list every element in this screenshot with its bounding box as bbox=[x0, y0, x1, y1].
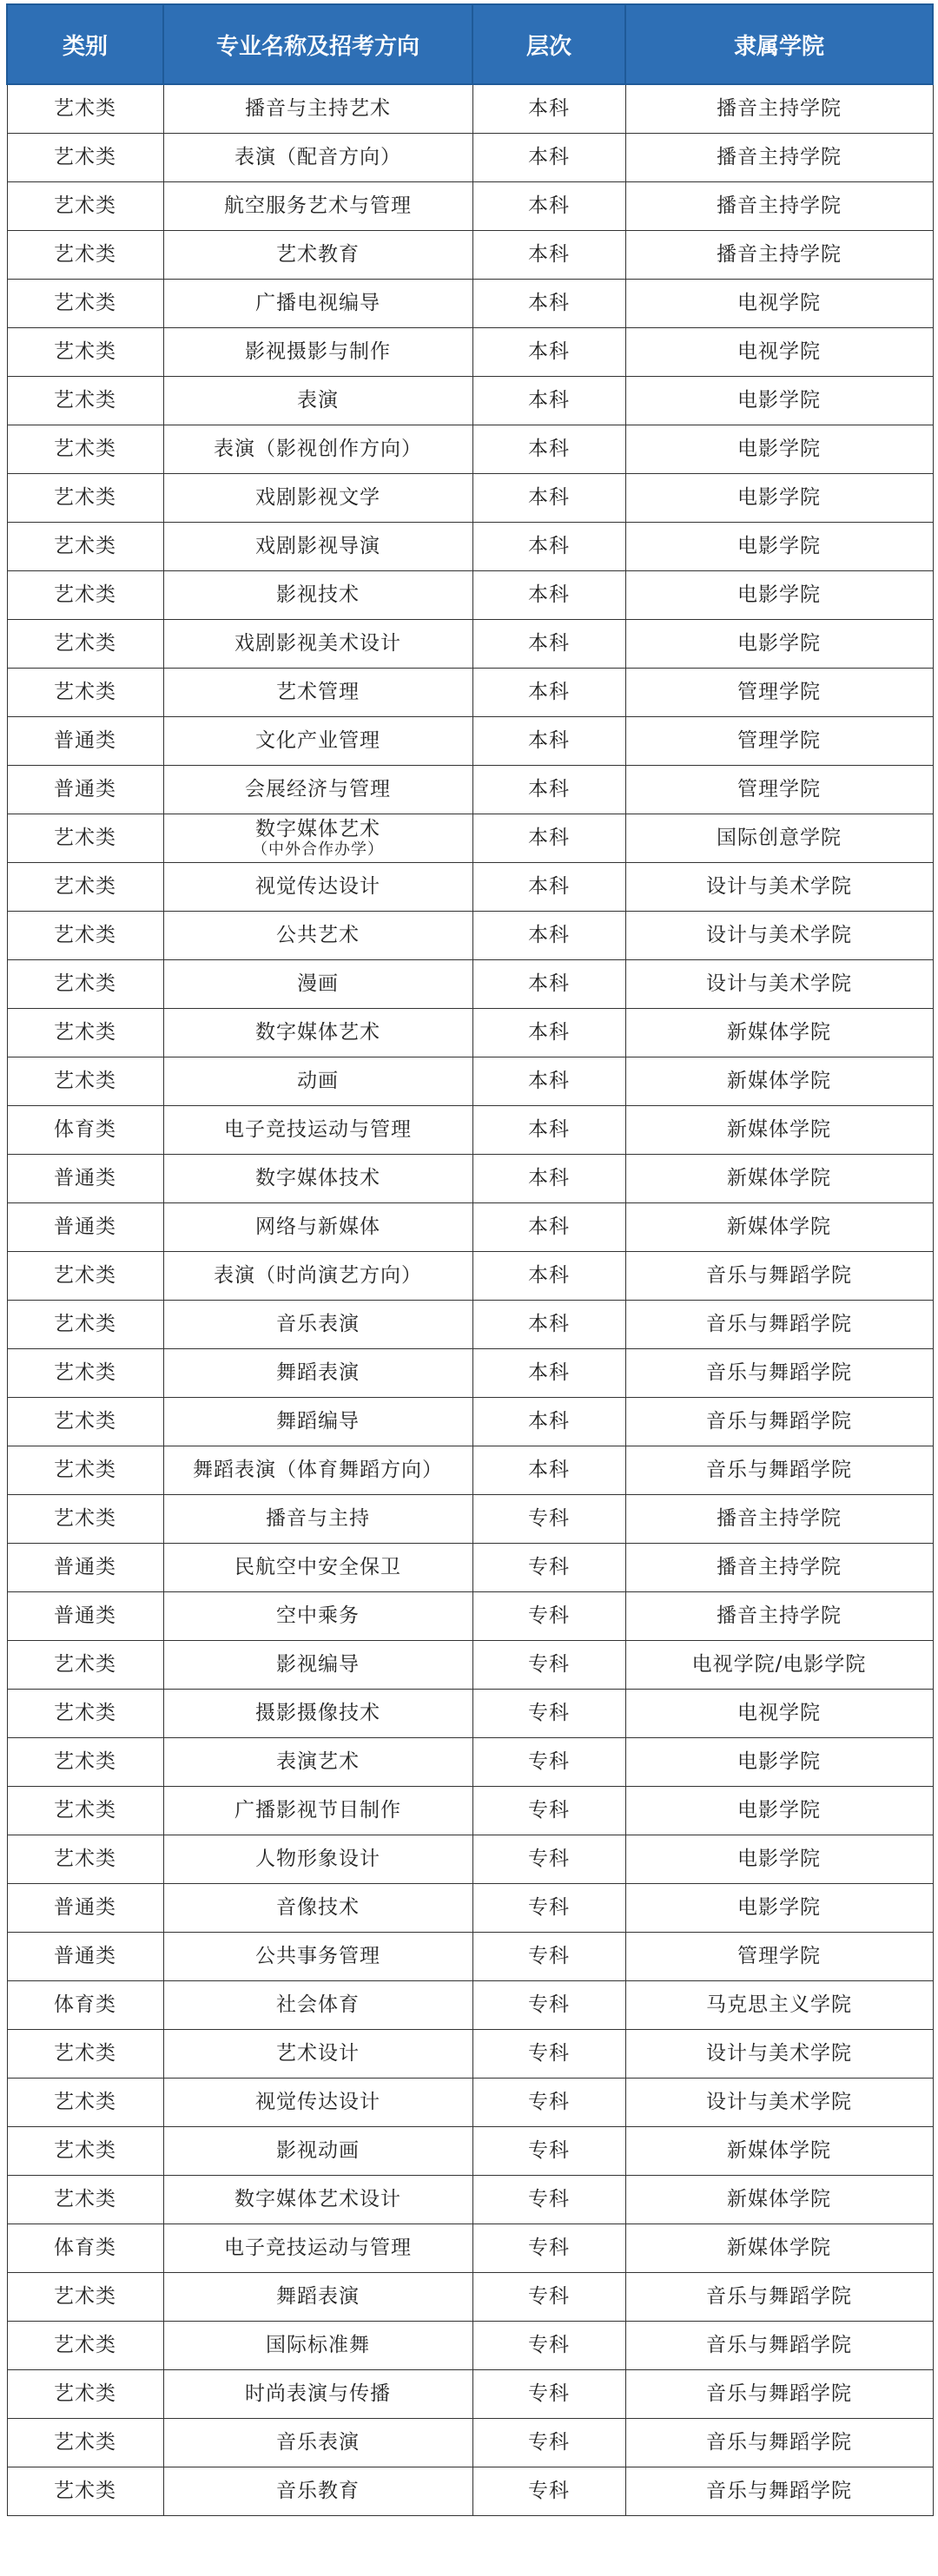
cell-category: 艺术类 bbox=[7, 1787, 163, 1835]
cell-category: 艺术类 bbox=[7, 1301, 163, 1349]
table-row bbox=[7, 1301, 933, 1349]
cell-level: 本科 bbox=[472, 571, 625, 620]
cell-level: 专科 bbox=[472, 1690, 625, 1738]
cell-category: 艺术类 bbox=[7, 863, 163, 912]
cell-level: 专科 bbox=[472, 1544, 625, 1592]
cell-category: 艺术类 bbox=[7, 2419, 163, 2467]
cell-college: 设计与美术学院 bbox=[625, 2030, 933, 2079]
cell-college: 设计与美术学院 bbox=[625, 863, 933, 912]
cell-level: 专科 bbox=[472, 1835, 625, 1884]
cell-college: 新媒体学院 bbox=[625, 1106, 933, 1155]
cell-category: 艺术类 bbox=[7, 231, 163, 280]
cell-college: 设计与美术学院 bbox=[625, 912, 933, 960]
cell-level: 本科 bbox=[472, 669, 625, 717]
cell-college: 电视学院 bbox=[625, 1690, 933, 1738]
cell-level: 本科 bbox=[472, 1398, 625, 1446]
cell-category: 艺术类 bbox=[7, 814, 163, 863]
cell-category: 艺术类 bbox=[7, 280, 163, 328]
cell-college: 音乐与舞蹈学院 bbox=[625, 2467, 933, 2516]
cell-category: 艺术类 bbox=[7, 1446, 163, 1495]
cell-major: 表演（配音方向） bbox=[163, 134, 472, 182]
cell-level: 本科 bbox=[472, 1203, 625, 1252]
cell-major: 空中乘务 bbox=[163, 1592, 472, 1641]
cell-college: 音乐与舞蹈学院 bbox=[625, 1446, 933, 1495]
cell-category: 艺术类 bbox=[7, 328, 163, 377]
cell-college: 播音主持学院 bbox=[625, 84, 933, 134]
cell-category: 艺术类 bbox=[7, 1495, 163, 1544]
cell-major: 社会体育 bbox=[163, 1981, 472, 2030]
cell-major: 戏剧影视美术设计 bbox=[163, 620, 472, 669]
cell-college: 电影学院 bbox=[625, 523, 933, 571]
cell-major: 电子竞技运动与管理 bbox=[163, 1106, 472, 1155]
cell-category: 艺术类 bbox=[7, 2176, 163, 2224]
cell-college: 电视学院 bbox=[625, 280, 933, 328]
cell-major: 播音与主持 bbox=[163, 1495, 472, 1544]
table-row bbox=[7, 1398, 933, 1446]
table-row bbox=[7, 2467, 933, 2516]
cell-level: 本科 bbox=[472, 863, 625, 912]
cell-category: 艺术类 bbox=[7, 1349, 163, 1398]
cell-level: 本科 bbox=[472, 425, 625, 474]
table-row bbox=[7, 912, 933, 960]
cell-level: 本科 bbox=[472, 280, 625, 328]
cell-college: 播音主持学院 bbox=[625, 182, 933, 231]
table-row bbox=[7, 717, 933, 766]
cell-category: 艺术类 bbox=[7, 1398, 163, 1446]
majors-table bbox=[6, 3, 934, 2516]
cell-category: 普通类 bbox=[7, 1544, 163, 1592]
cell-level: 专科 bbox=[472, 1981, 625, 2030]
cell-college: 音乐与舞蹈学院 bbox=[625, 1398, 933, 1446]
cell-level: 本科 bbox=[472, 766, 625, 814]
cell-major: 表演艺术 bbox=[163, 1738, 472, 1787]
cell-level: 本科 bbox=[472, 377, 625, 425]
cell-category: 普通类 bbox=[7, 717, 163, 766]
cell-level: 专科 bbox=[472, 1641, 625, 1690]
cell-level: 本科 bbox=[472, 814, 625, 863]
table-row bbox=[7, 1057, 933, 1106]
header-college: 隶属学院 bbox=[625, 4, 933, 84]
major-subnote: （中外合作办学） bbox=[252, 840, 384, 859]
cell-level: 本科 bbox=[472, 1106, 625, 1155]
cell-college: 播音主持学院 bbox=[625, 1495, 933, 1544]
cell-major: 音乐表演 bbox=[163, 2419, 472, 2467]
cell-level: 本科 bbox=[472, 84, 625, 134]
cell-major: 艺术教育 bbox=[163, 231, 472, 280]
cell-level: 本科 bbox=[472, 1155, 625, 1203]
cell-category: 艺术类 bbox=[7, 474, 163, 523]
cell-college: 音乐与舞蹈学院 bbox=[625, 2419, 933, 2467]
cell-college: 音乐与舞蹈学院 bbox=[625, 1301, 933, 1349]
cell-level: 本科 bbox=[472, 474, 625, 523]
cell-college: 管理学院 bbox=[625, 1933, 933, 1981]
cell-category: 艺术类 bbox=[7, 1835, 163, 1884]
cell-level: 专科 bbox=[472, 1787, 625, 1835]
cell-category: 普通类 bbox=[7, 1155, 163, 1203]
cell-college: 音乐与舞蹈学院 bbox=[625, 1349, 933, 1398]
cell-college: 设计与美术学院 bbox=[625, 2079, 933, 2127]
cell-major: 表演（影视创作方向） bbox=[163, 425, 472, 474]
cell-category: 体育类 bbox=[7, 1981, 163, 2030]
cell-level: 专科 bbox=[472, 2322, 625, 2370]
cell-category: 艺术类 bbox=[7, 2322, 163, 2370]
cell-major: 音乐表演 bbox=[163, 1301, 472, 1349]
cell-level: 本科 bbox=[472, 1252, 625, 1301]
table-row bbox=[7, 1203, 933, 1252]
cell-level: 专科 bbox=[472, 2176, 625, 2224]
table-row bbox=[7, 1009, 933, 1057]
cell-level: 本科 bbox=[472, 1009, 625, 1057]
cell-level: 本科 bbox=[472, 328, 625, 377]
cell-level: 专科 bbox=[472, 1933, 625, 1981]
cell-major: 舞蹈表演（体育舞蹈方向） bbox=[163, 1446, 472, 1495]
table-row bbox=[7, 1835, 933, 1884]
cell-level: 专科 bbox=[472, 1884, 625, 1933]
table-row bbox=[7, 523, 933, 571]
table-row bbox=[7, 328, 933, 377]
table-row bbox=[7, 1106, 933, 1155]
cell-college: 电视学院 bbox=[625, 328, 933, 377]
table-row bbox=[7, 2370, 933, 2419]
cell-level: 本科 bbox=[472, 1057, 625, 1106]
cell-level: 专科 bbox=[472, 1738, 625, 1787]
cell-major: 视觉传达设计 bbox=[163, 2079, 472, 2127]
cell-college: 播音主持学院 bbox=[625, 1592, 933, 1641]
table-row bbox=[7, 1495, 933, 1544]
cell-major: 网络与新媒体 bbox=[163, 1203, 472, 1252]
table-row bbox=[7, 1884, 933, 1933]
cell-major: 动画 bbox=[163, 1057, 472, 1106]
cell-college: 管理学院 bbox=[625, 717, 933, 766]
table-row bbox=[7, 669, 933, 717]
cell-major: 艺术设计 bbox=[163, 2030, 472, 2079]
cell-college: 电影学院 bbox=[625, 474, 933, 523]
table-row bbox=[7, 231, 933, 280]
cell-college: 电影学院 bbox=[625, 571, 933, 620]
cell-college: 国际创意学院 bbox=[625, 814, 933, 863]
cell-category: 艺术类 bbox=[7, 2079, 163, 2127]
cell-major: 戏剧影视文学 bbox=[163, 474, 472, 523]
cell-category: 普通类 bbox=[7, 766, 163, 814]
cell-level: 本科 bbox=[472, 912, 625, 960]
cell-category: 艺术类 bbox=[7, 182, 163, 231]
cell-college: 管理学院 bbox=[625, 669, 933, 717]
table-row bbox=[7, 1981, 933, 2030]
cell-level: 本科 bbox=[472, 1301, 625, 1349]
cell-major: 音乐教育 bbox=[163, 2467, 472, 2516]
cell-major: 视觉传达设计 bbox=[163, 863, 472, 912]
table-row bbox=[7, 2127, 933, 2176]
cell-category: 体育类 bbox=[7, 1106, 163, 1155]
cell-major: 影视编导 bbox=[163, 1641, 472, 1690]
table-row bbox=[7, 2273, 933, 2322]
cell-category: 艺术类 bbox=[7, 2370, 163, 2419]
cell-major: 表演（时尚演艺方向） bbox=[163, 1252, 472, 1301]
table-row bbox=[7, 571, 933, 620]
cell-major: 广播影视节目制作 bbox=[163, 1787, 472, 1835]
cell-major: 广播电视编导 bbox=[163, 280, 472, 328]
cell-college: 音乐与舞蹈学院 bbox=[625, 1252, 933, 1301]
cell-category: 艺术类 bbox=[7, 1690, 163, 1738]
cell-major: 播音与主持艺术 bbox=[163, 84, 472, 134]
cell-college: 播音主持学院 bbox=[625, 231, 933, 280]
cell-college: 播音主持学院 bbox=[625, 1544, 933, 1592]
cell-level: 专科 bbox=[472, 2273, 625, 2322]
cell-college: 新媒体学院 bbox=[625, 2224, 933, 2273]
cell-level: 专科 bbox=[472, 1592, 625, 1641]
cell-major: 舞蹈表演 bbox=[163, 2273, 472, 2322]
table-row bbox=[7, 2322, 933, 2370]
table-row bbox=[7, 766, 933, 814]
cell-level: 专科 bbox=[472, 2224, 625, 2273]
cell-major: 漫画 bbox=[163, 960, 472, 1009]
cell-category: 普通类 bbox=[7, 1592, 163, 1641]
cell-major: 表演 bbox=[163, 377, 472, 425]
cell-major: 影视技术 bbox=[163, 571, 472, 620]
cell-major: 国际标准舞 bbox=[163, 2322, 472, 2370]
cell-college: 新媒体学院 bbox=[625, 2127, 933, 2176]
table-row bbox=[7, 134, 933, 182]
table-row bbox=[7, 1787, 933, 1835]
cell-level: 本科 bbox=[472, 1349, 625, 1398]
cell-college: 电影学院 bbox=[625, 1884, 933, 1933]
cell-college: 电影学院 bbox=[625, 1738, 933, 1787]
table-row bbox=[7, 620, 933, 669]
cell-category: 艺术类 bbox=[7, 912, 163, 960]
cell-major: 艺术管理 bbox=[163, 669, 472, 717]
table-row bbox=[7, 1349, 933, 1398]
header-level: 层次 bbox=[472, 4, 625, 84]
cell-college: 电影学院 bbox=[625, 1787, 933, 1835]
cell-college: 电影学院 bbox=[625, 377, 933, 425]
majors-table-container bbox=[6, 3, 932, 2516]
table-row bbox=[7, 182, 933, 231]
cell-category: 艺术类 bbox=[7, 960, 163, 1009]
cell-college: 音乐与舞蹈学院 bbox=[625, 2370, 933, 2419]
table-row bbox=[7, 1446, 933, 1495]
table-row bbox=[7, 1690, 933, 1738]
cell-category: 艺术类 bbox=[7, 2030, 163, 2079]
cell-major: 影视动画 bbox=[163, 2127, 472, 2176]
cell-category: 艺术类 bbox=[7, 669, 163, 717]
table-row bbox=[7, 1933, 933, 1981]
table-row bbox=[7, 2030, 933, 2079]
cell-college: 新媒体学院 bbox=[625, 1203, 933, 1252]
cell-major: 舞蹈表演 bbox=[163, 1349, 472, 1398]
header-category: 类别 bbox=[7, 4, 163, 84]
cell-major: 数字媒体艺术 bbox=[163, 1009, 472, 1057]
cell-category: 艺术类 bbox=[7, 1252, 163, 1301]
cell-major: 电子竞技运动与管理 bbox=[163, 2224, 472, 2273]
cell-level: 专科 bbox=[472, 2467, 625, 2516]
cell-level: 本科 bbox=[472, 134, 625, 182]
table-row bbox=[7, 84, 933, 134]
cell-level: 本科 bbox=[472, 523, 625, 571]
table-row bbox=[7, 1544, 933, 1592]
cell-major: 戏剧影视导演 bbox=[163, 523, 472, 571]
cell-category: 艺术类 bbox=[7, 84, 163, 134]
cell-level: 专科 bbox=[472, 2127, 625, 2176]
cell-major: 舞蹈编导 bbox=[163, 1398, 472, 1446]
cell-college: 电视学院/电影学院 bbox=[625, 1641, 933, 1690]
cell-category: 艺术类 bbox=[7, 2273, 163, 2322]
cell-college: 管理学院 bbox=[625, 766, 933, 814]
cell-level: 本科 bbox=[472, 1446, 625, 1495]
table-row bbox=[7, 1155, 933, 1203]
cell-major: 时尚表演与传播 bbox=[163, 2370, 472, 2419]
table-row bbox=[7, 425, 933, 474]
table-row bbox=[7, 2079, 933, 2127]
table-row bbox=[7, 377, 933, 425]
cell-category: 艺术类 bbox=[7, 1738, 163, 1787]
cell-level: 专科 bbox=[472, 2030, 625, 2079]
cell-college: 设计与美术学院 bbox=[625, 960, 933, 1009]
table-row bbox=[7, 863, 933, 912]
cell-level: 本科 bbox=[472, 620, 625, 669]
table-row bbox=[7, 2419, 933, 2467]
table-row bbox=[7, 1252, 933, 1301]
cell-college: 播音主持学院 bbox=[625, 134, 933, 182]
cell-college: 音乐与舞蹈学院 bbox=[625, 2273, 933, 2322]
table-row bbox=[7, 1641, 933, 1690]
cell-level: 专科 bbox=[472, 2079, 625, 2127]
table-body bbox=[7, 84, 933, 2516]
cell-college: 新媒体学院 bbox=[625, 1009, 933, 1057]
cell-major: 数字媒体艺术设计 bbox=[163, 2176, 472, 2224]
cell-category: 艺术类 bbox=[7, 1641, 163, 1690]
cell-category: 艺术类 bbox=[7, 523, 163, 571]
cell-major: 公共艺术 bbox=[163, 912, 472, 960]
table-header bbox=[7, 4, 933, 84]
cell-college: 马克思主义学院 bbox=[625, 1981, 933, 2030]
table-row bbox=[7, 1592, 933, 1641]
cell-level: 专科 bbox=[472, 2370, 625, 2419]
cell-major bbox=[163, 814, 472, 863]
table-row bbox=[7, 2176, 933, 2224]
cell-college: 电影学院 bbox=[625, 620, 933, 669]
cell-level: 本科 bbox=[472, 182, 625, 231]
cell-category: 艺术类 bbox=[7, 134, 163, 182]
cell-college: 音乐与舞蹈学院 bbox=[625, 2322, 933, 2370]
cell-major: 摄影摄像技术 bbox=[163, 1690, 472, 1738]
cell-major: 音像技术 bbox=[163, 1884, 472, 1933]
cell-category: 艺术类 bbox=[7, 571, 163, 620]
cell-major: 航空服务艺术与管理 bbox=[163, 182, 472, 231]
cell-level: 专科 bbox=[472, 2419, 625, 2467]
cell-level: 专科 bbox=[472, 1495, 625, 1544]
cell-category: 普通类 bbox=[7, 1884, 163, 1933]
cell-category: 艺术类 bbox=[7, 2467, 163, 2516]
cell-category: 艺术类 bbox=[7, 2127, 163, 2176]
cell-category: 艺术类 bbox=[7, 377, 163, 425]
cell-major: 民航空中安全保卫 bbox=[163, 1544, 472, 1592]
cell-major: 文化产业管理 bbox=[163, 717, 472, 766]
table-row bbox=[7, 280, 933, 328]
cell-category: 普通类 bbox=[7, 1203, 163, 1252]
cell-major: 影视摄影与制作 bbox=[163, 328, 472, 377]
major-name: 数字媒体艺术 bbox=[255, 818, 380, 841]
cell-category: 艺术类 bbox=[7, 620, 163, 669]
table-row bbox=[7, 2224, 933, 2273]
cell-category: 体育类 bbox=[7, 2224, 163, 2273]
cell-category: 艺术类 bbox=[7, 1009, 163, 1057]
cell-college: 新媒体学院 bbox=[625, 2176, 933, 2224]
table-row bbox=[7, 960, 933, 1009]
cell-college: 新媒体学院 bbox=[625, 1155, 933, 1203]
cell-level: 本科 bbox=[472, 960, 625, 1009]
cell-major: 会展经济与管理 bbox=[163, 766, 472, 814]
cell-category: 艺术类 bbox=[7, 1057, 163, 1106]
cell-college: 电影学院 bbox=[625, 425, 933, 474]
cell-major: 公共事务管理 bbox=[163, 1933, 472, 1981]
header-row bbox=[7, 4, 933, 84]
cell-level: 本科 bbox=[472, 717, 625, 766]
cell-level: 本科 bbox=[472, 231, 625, 280]
table-row bbox=[7, 1738, 933, 1787]
cell-major: 人物形象设计 bbox=[163, 1835, 472, 1884]
table-row bbox=[7, 474, 933, 523]
cell-major: 数字媒体技术 bbox=[163, 1155, 472, 1203]
table-row bbox=[7, 814, 933, 863]
cell-college: 新媒体学院 bbox=[625, 1057, 933, 1106]
header-major: 专业名称及招考方向 bbox=[163, 4, 472, 84]
cell-category: 艺术类 bbox=[7, 425, 163, 474]
cell-college: 电影学院 bbox=[625, 1835, 933, 1884]
cell-category: 普通类 bbox=[7, 1933, 163, 1981]
